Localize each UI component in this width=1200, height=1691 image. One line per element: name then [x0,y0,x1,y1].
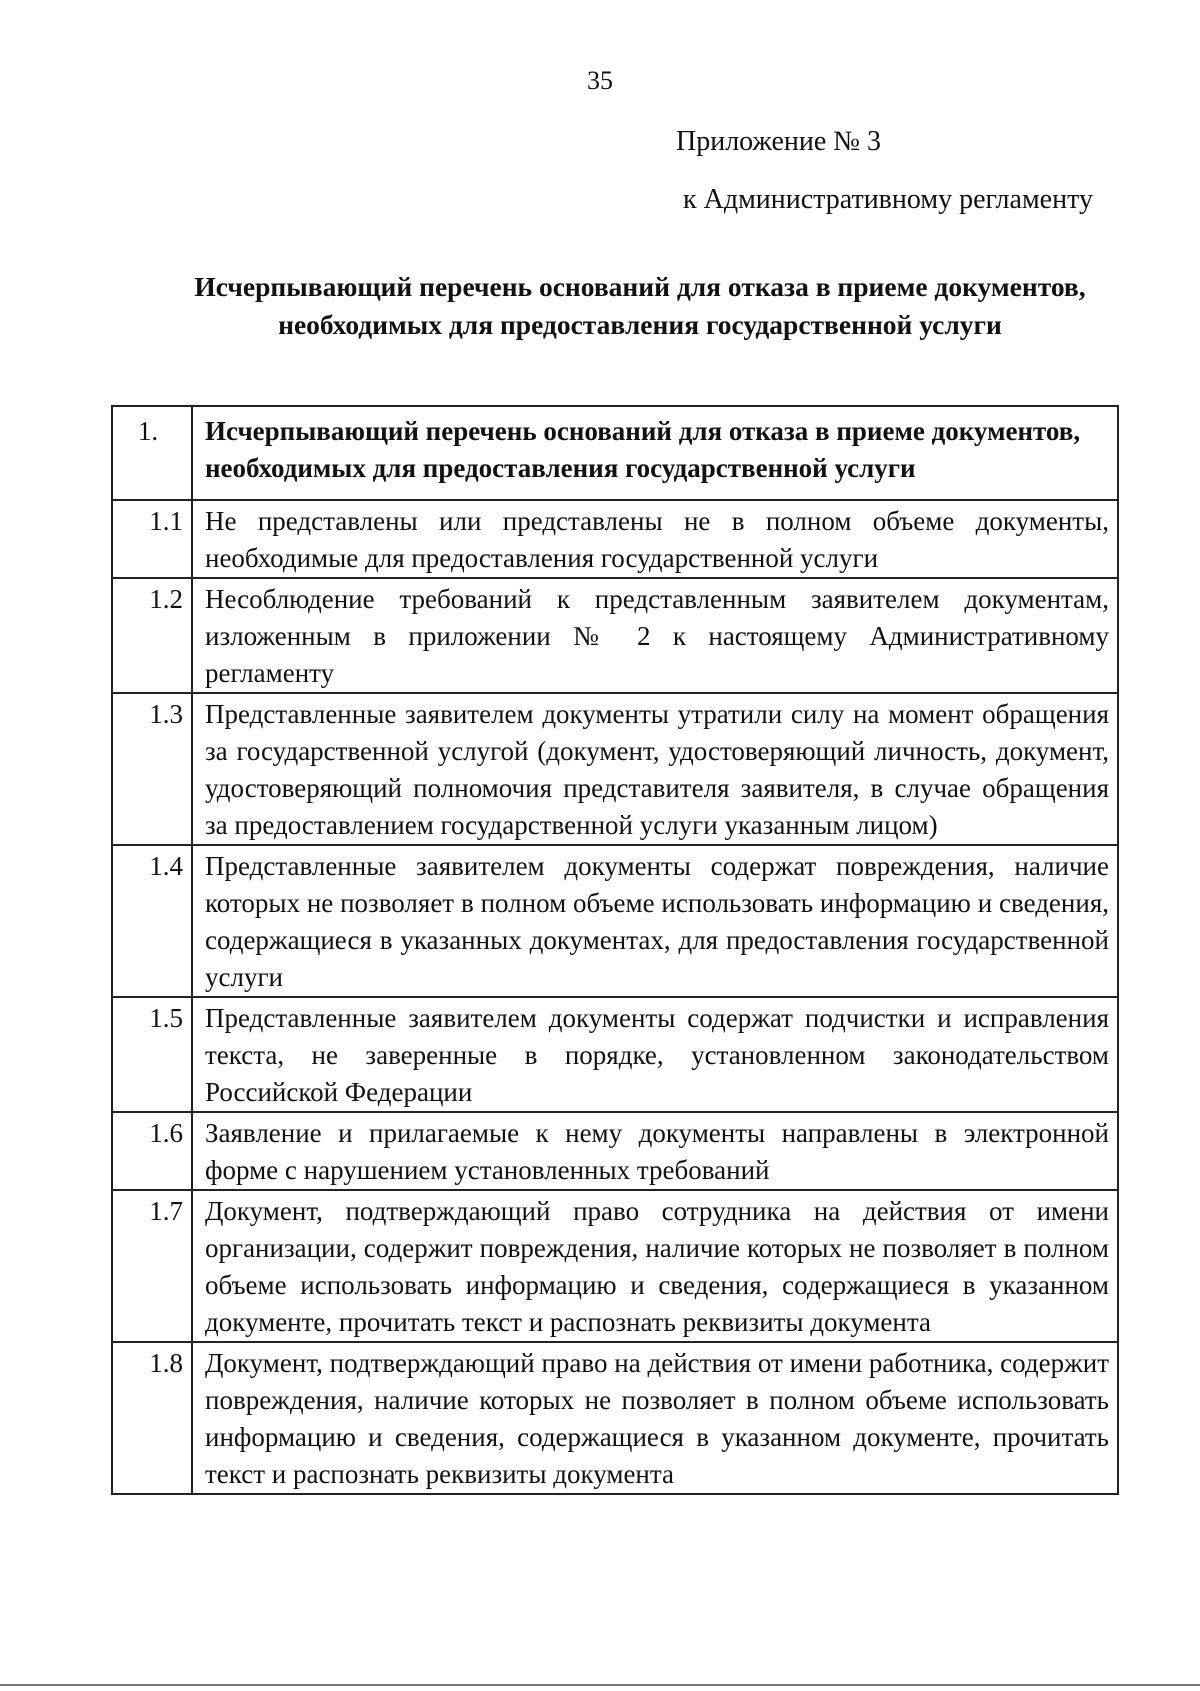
row-text: Заявление и прилагаемые к нему документы направлены в электронной форме с нарушением установленных требований [192,1112,1118,1190]
table-row [112,1342,1118,1494]
header-text-line-1: Исчерпывающий перечень оснований для отказа в приеме документов, [205,416,1081,446]
row-text: Документ, подтверждающий право на действия от имени работника, содержит повреждения, наличие которых не позволяет в полном объеме использовать информацию и сведения, содержащиеся в указанном документе, прочитать текст и распознать реквизиты документа [192,1342,1118,1494]
row-text: Представленные заявителем документы содержат подчистки и исправления текста, не заверенные в порядке, установленном законодательством Российской Федерации [192,997,1118,1112]
table-row [112,845,1118,997]
row-number: 1.1 [112,500,192,578]
row-number: 1.4 [112,845,192,997]
row-number: 1.6 [112,1112,192,1190]
table-row [112,1112,1118,1190]
row-number: 1.8 [112,1342,192,1494]
table-row [112,578,1118,693]
document-title-line-2: необходимых для предоставления государственной услуги [278,309,1002,340]
scan-edge-line [0,1684,1200,1686]
row-number: 1.7 [112,1190,192,1342]
table-row [112,997,1118,1112]
table-row [112,1190,1118,1342]
row-text: Представленные заявителем документы утратили силу на момент обращения за государственной услугой (документ, удостоверяющий личность, документ, удостоверяющий полномочия представителя заявителя, в случае обращения за предоставлением государственной услуги указанным лицом) [192,693,1118,845]
row-number: 1.2 [112,578,192,693]
header-text [192,406,1118,500]
table-row [112,693,1118,845]
document-title-line-1: Исчерпывающий перечень оснований для отказа в приеме документов, [194,271,1086,302]
header-text-line-2: необходимых для предоставления государственной услуги [205,453,916,483]
row-text: Несоблюдение требований к представленным заявителем документам, изложенным в приложении № 2 к настоящему Административному регламенту [192,578,1118,693]
table-row [112,500,1118,578]
page-number: 35 [587,66,613,95]
appendix-label: Приложение № 3 [676,126,881,157]
row-number: 1.3 [112,693,192,845]
row-text: Не представлены или представлены не в полном объеме документы, необходимые для предоставления государственной услуги [192,500,1118,578]
row-text: Документ, подтверждающий право сотрудника на действия от имени организации, содержит повреждения, наличие которых не позволяет в полном объеме использовать информацию и сведения, содержащиеся в указанном документе, прочитать текст и распознать реквизиты документа [192,1190,1118,1342]
refusal-reasons-table [111,405,1119,1495]
document-title [150,268,1130,344]
row-number: 1.5 [112,997,192,1112]
row-text: Представленные заявителем документы содержат повреждения, наличие которых не позволяет в полном объеме использовать информацию и сведения, содержащиеся в указанных документах, для предоставления государственной услуги [192,845,1118,997]
table-header-row [112,406,1118,500]
appendix-reference: к Административному регламенту [683,184,1093,215]
header-number: 1. [112,406,192,500]
